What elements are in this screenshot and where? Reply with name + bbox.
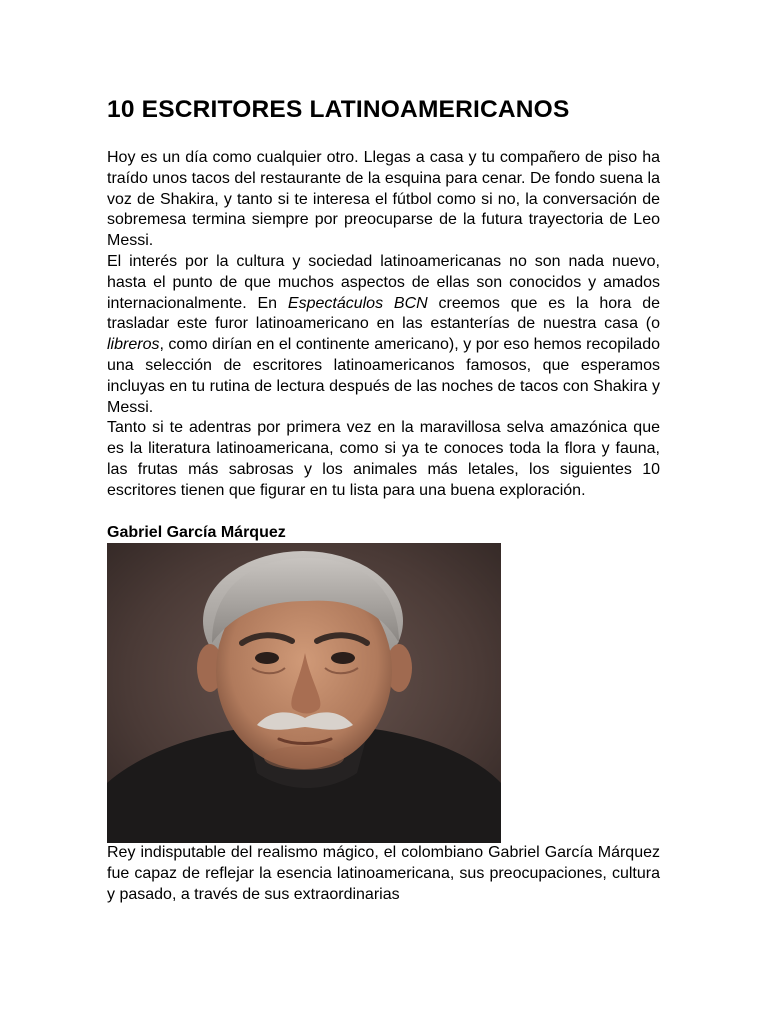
- espectaculos-bcn-italic: Espectáculos BCN: [287, 294, 428, 312]
- intro-text: [107, 148, 660, 502]
- intro-paragraph-2-part-2: creemos que es la hora de trasladar este furor latinoamericano en las estanterías de nuestra casa (o: [107, 294, 661, 333]
- author-portrait-photo: [107, 543, 501, 843]
- intro-paragraph-2-part-1: El interés por la cultura y sociedad latinoamericanas no son nada nuevo, hasta el punto de que muchos aspectos de ellas son conocidos y amados internacionalmente. En: [107, 252, 660, 312]
- document-page: [107, 92, 660, 906]
- libreros-italic: libreros: [107, 336, 160, 354]
- section-heading-garcia-marquez: Gabriel García Márquez: [107, 523, 286, 541]
- intro-paragraph-3: Tanto si te adentras por primera vez en la maravillosa selva amazónica que es la literatura latinoamericana, como si ya te conoces toda la flora y fauna, las frutas más sabrosas y los animales más letales, los siguientes 10 escritores tienen que figurar en tu lista para una buena exploración.: [107, 419, 660, 499]
- intro-paragraph-2: [107, 252, 660, 418]
- section-body-garcia-marquez: Rey indisputable del realismo mágico, el colombiano Gabriel García Márquez fue capaz de reflejar la esencia latinoamericana, sus preocupaciones, cultura y pasado, a través de sus extraordinarias: [107, 844, 660, 903]
- intro-paragraph-1: Hoy es un día como cualquier otro. Llegas a casa y tu compañero de piso ha traído unos tacos del restaurante de la esquina para cenar. De fondo suena la voz de Shakira, y tanto si te interesa el fútbol como si no, la conversación de sobremesa termina siempre por preocuparse de la futura trayectoria de Leo Messi.: [107, 149, 660, 250]
- intro-paragraph-2-part-3: , como dirían en el continente americano), y por eso hemos recopilado una selección de escritores latinoamericanos famosos, que esperamos incluyas en tu rutina de lectura después de las noches de tacos con Shakira y Messi.: [107, 336, 660, 416]
- document-title: 10 ESCRITORES LATINOAMERICANOS: [107, 96, 570, 123]
